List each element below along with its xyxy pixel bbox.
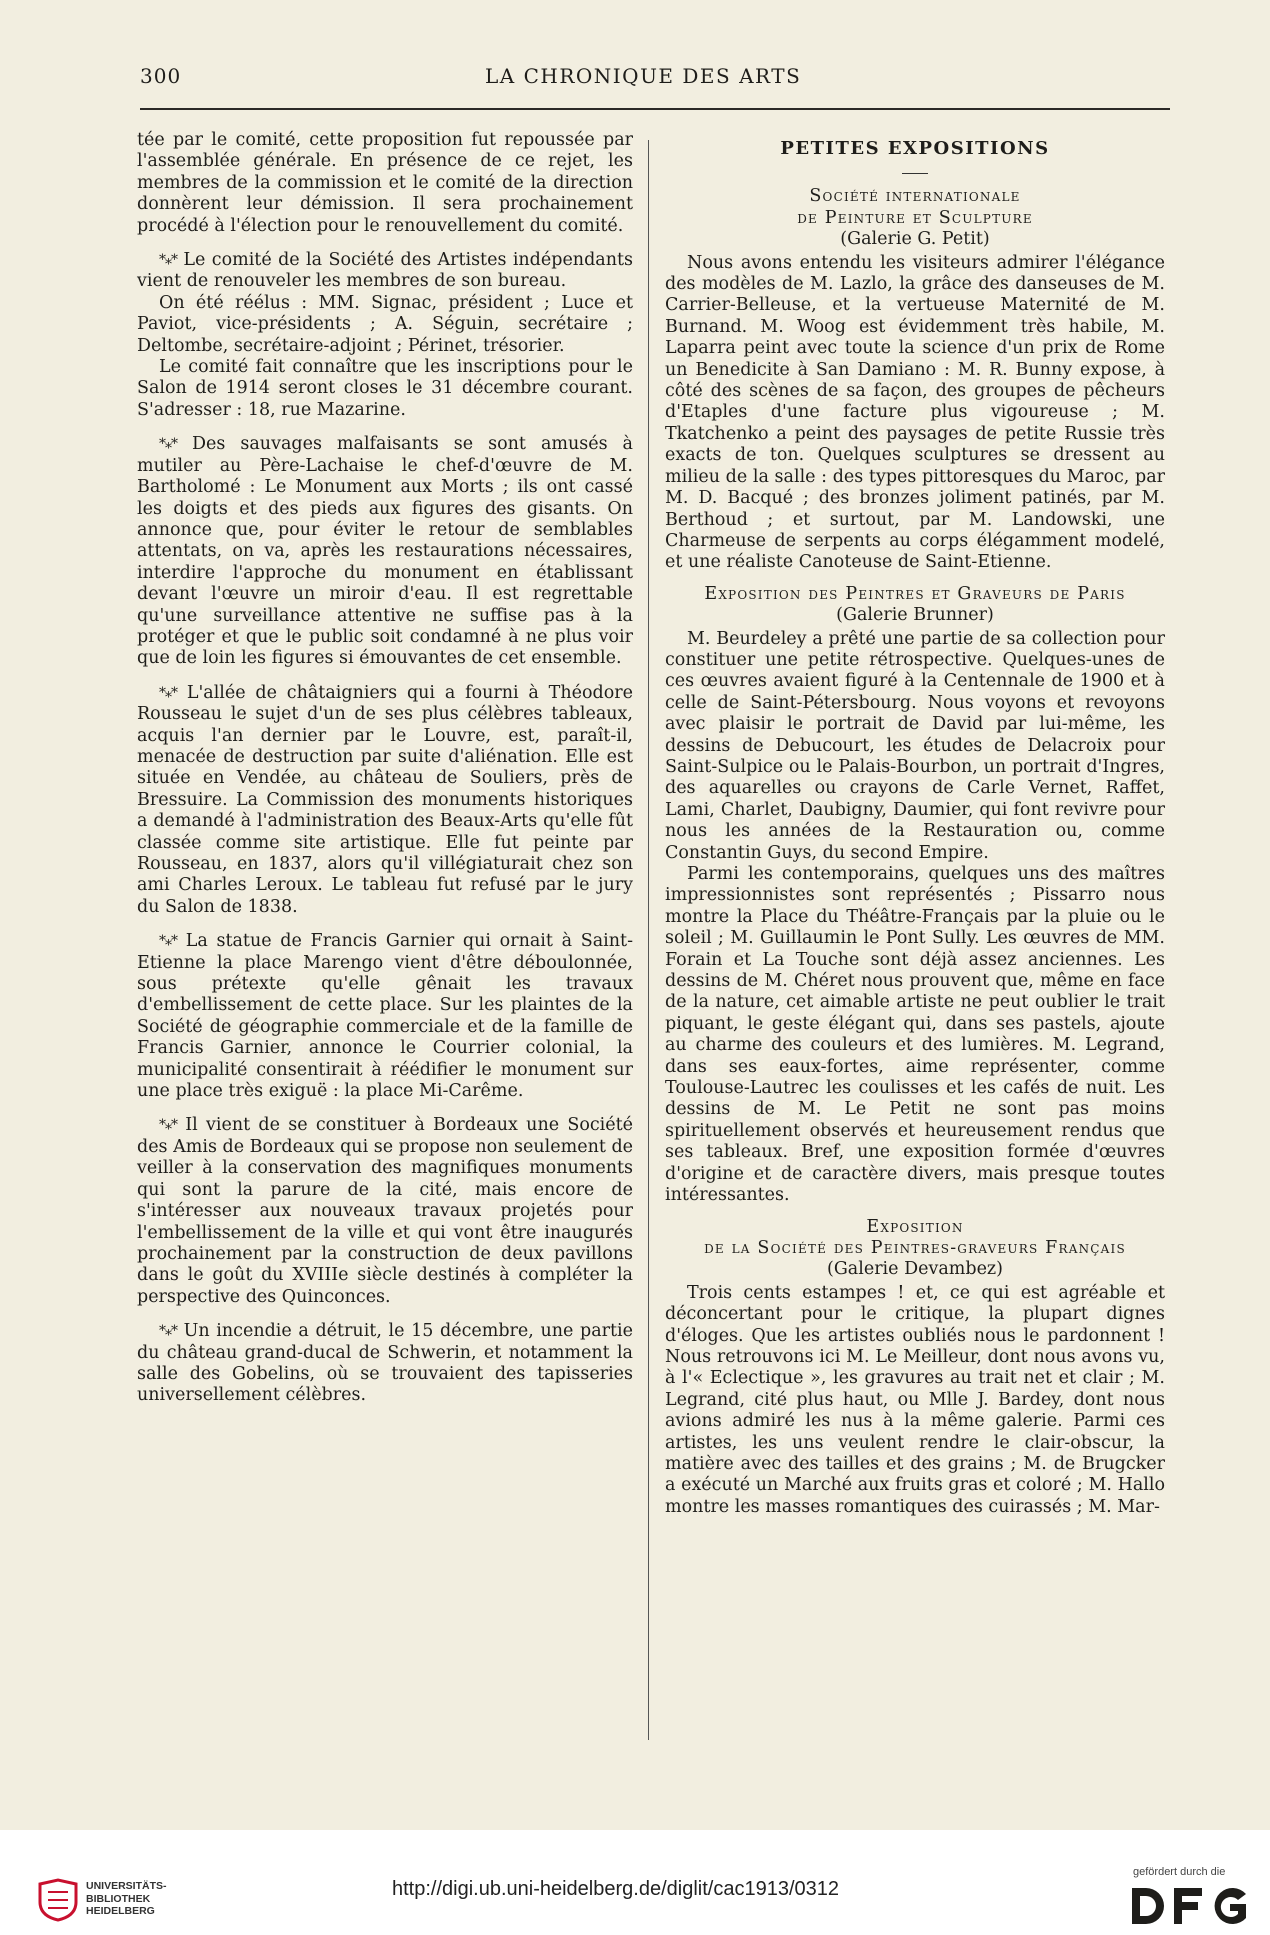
asterism-icon: *⁎*: [159, 1117, 177, 1134]
exhibition-title: Exposition: [866, 1216, 964, 1237]
paragraph: M. Beurdeley a prêté une partie de sa collection pour constituer une petite rétrospective. Quelques-unes de ces œuvres avaient figuré à la Centennale de 1900 et à celle de Saint-Pétersbourg. Nous voyons et revoyons avec plaisir le portrait de David par lui-même, les dessins de Debucourt, les études de Delacroix pour Saint-Sulpice ou le Palais-Bourbon, un portrait d'Ingres, des aquarelles ou crayons de Carle Vernet, Raffet, Lami, Charlet, Daubigny, Daumier, qui font revivre pour nous les années de la Restauration ou, comme Constantin Guys, du second Empire.: [665, 628, 1165, 863]
asterism-icon: *⁎*: [159, 252, 177, 269]
dfg-logo-icon: [1128, 1884, 1250, 1928]
paragraph: Parmi les contemporains, quelques uns des maîtres impressionnistes sont représentés ; Pissarro nous montre la Place du Théâtre-Français par la pluie ou le soleil ; M. Guillaumin le Pont Sully. Les œuvres de MM. Forain et La Touche sont déjà assez anciennes. Les dessins de M. Chéret nous prouvent que, même en face de la nature, cet aimable artiste ne peut oublier le trait piquant, le geste élégant qui, dans ses pastels, ajoute au charme des couleurs et des lumières. M. Legrand, dans ses eaux-fortes, aime représenter, comme Toulouse-Lautrec les coulisses et les cafés de nuit. Les dessins de M. Le Petit ne sont pas moins spirituellement observés et heureusement rendus que ses tableaux. Bref, une exposition formée d'œuvres d'origine et de caractère divers, mais presque toutes intéressantes.: [665, 864, 1165, 1206]
digitization-footer: [0, 1830, 1270, 1935]
right-column: [665, 130, 1165, 1518]
gallery-name: (Galerie G. Petit): [840, 229, 990, 250]
asterism-icon: *⁎*: [159, 684, 177, 701]
section-heading: PETITES EXPOSITIONS: [780, 138, 1050, 159]
header-rule: [140, 108, 1170, 110]
permalink[interactable]: http://digi.ub.uni-heidelberg.de/diglit/cac1913/0312: [392, 1878, 839, 1900]
column-divider: [648, 140, 649, 1740]
paragraph: tée par le comité, cette proposition fut repoussée par l'assemblée générale. En présence de ce rejet, les membres de la commission et le comité de la direction donnèrent leur démission. Il sera prochainement procédé à l'élection pour le renouvellement du comité.: [137, 130, 633, 236]
paragraph: *⁎* Il vient de se constituer à Bordeaux une Société des Amis de Bordeaux qui se propose non seulement de veiller à la conservation des magnifiques monuments qui sont la parure de la cité, mais encore de s'intéresser aux nouveaux travaux projetés pour l'embellissement de la ville et qui vont être inaugurés prochainement par la construction de deux pavillons dans le goût du XVIIIe siècle destinés à compléter la perspective des Quinconces.: [137, 1115, 633, 1307]
gallery-name: (Galerie Brunner): [836, 605, 994, 626]
exhibition-title: Société internationale: [809, 186, 1021, 207]
paragraph: Nous avons entendu les visiteurs admirer l'élégance des modèles de M. Lazlo, la grâce des danseuses de M. Carrier-Belleuse, et la vertueuse Maternité de M. Burnand. M. Woog est évidemment très habile, M. Laparra peint avec toute la science d'un prix de Rome un Benedicite à San Damiano : M. R. Bunny expose, à côté des scènes de sa façon, des groupes de pêcheurs d'Etaples d'une facture plus vigoureuse ; M. Tkatchenko a peint des paysages de petite Russie très exacts de ton. Quelques sculptures se dressent au milieu de la salle : des types pittoresques du Maroc, par M. D. Bacqué ; des bronzes joliment patinés, par M. Berthoud ; et surtout, par M. Landowski, une Charmeuse de serpents au corps élégamment modelé, et une réaliste Canoteuse de Saint-Etienne.: [665, 252, 1165, 573]
exhibition-title: de Peinture et Sculpture: [797, 207, 1033, 228]
asterism-icon: *⁎*: [159, 436, 177, 453]
paragraph: *⁎* La statue de Francis Garnier qui ornait à Saint-Etienne la place Marengo vient d'être déboulonnée, sous prétexte qu'elle gênait les travaux d'embellissement de cette place. Sur les plaintes de la Société de géographie commerciale et de la famille de Francis Garnier, annonce le Courrier colonial, la municipalité consentirait à réédifier le monument sur une place très exiguë : la place Mi-Carême.: [137, 931, 633, 1102]
asterism-icon: *⁎*: [159, 933, 177, 950]
exhibition-title: Exposition des Peintres et Graveurs de Paris: [704, 583, 1126, 604]
exhibition-title: de la Société des Peintres-graveurs Français: [704, 1237, 1126, 1258]
university-name: UNIVERSITÄTS- BIBLIOTHEK HEIDELBERG: [86, 1880, 167, 1917]
paragraph: *⁎* Un incendie a détruit, le 15 décembre, une partie du château grand-ducal de Schwerin, et notamment la salle des Gobelins, où se trouvaient des tapisseries universellement célèbres.: [137, 1321, 633, 1406]
heading-dash: [902, 173, 928, 174]
funding-label: gefördert durch die: [1133, 1866, 1226, 1878]
gallery-name: (Galerie Devambez): [827, 1259, 1003, 1280]
journal-title: LA CHRONIQUE DES ARTS: [485, 64, 802, 88]
university-seal-icon: [36, 1878, 80, 1922]
paragraph: Le comité fait connaître que les inscriptions pour le Salon de 1914 seront closes le 31 décembre courant. S'adresser : 18, rue Mazarine.: [137, 357, 633, 420]
paragraph: Trois cents estampes ! et, ce qui est agréable et déconcertant pour le critique, la plupart dignes d'éloges. Que les artistes oubliés nous le pardonnent ! Nous retrouvons ici M. Le Meilleur, dont nous avons vu, à l'« Eclectique », les gravures au trait net et clair ; M. Legrand, cité plus haut, ou Mlle J. Bardey, dont nous avions admiré les nus à la même galerie. Parmi ces artistes, les uns veulent rendre le clair-obscur, la matière avec des tailles et des grains ; M. de Brugcker a exécuté un Marché aux fruits gras et coloré ; M. Hallo montre les masses romantiques des cuirassés ; M. Mar-: [665, 1282, 1165, 1517]
asterism-icon: *⁎*: [159, 1323, 177, 1340]
running-header: [140, 58, 1170, 90]
paragraph: *⁎* Le comité de la Société des Artistes indépendants vient de renouveler les membres de son bureau.: [137, 250, 633, 292]
paragraph: *⁎* L'allée de châtaigniers qui a fourni à Théodore Rousseau le sujet d'un de ses plus célèbres tableaux, acquis l'an dernier par le Louvre, est, paraît-il, menacée de destruction par suite d'aliénation. Elle est située en Vendée, au château de Souliers, près de Bressuire. La Commission des monuments historiques a demandé à l'administration des Beaux-Arts qu'elle fût classée comme site artistique. Elle fut peinte par Rousseau, en 1837, alors qu'il villégiaturait chez son ami Charles Leroux. Le tableau fut refusé par le jury du Salon de 1838.: [137, 682, 633, 917]
paragraph: *⁎* Des sauvages malfaisants se sont amusés à mutiler au Père-Lachaise le chef-d'œuvre de M. Bartholomé : Le Monument aux Morts ; ils ont cassé les doigts et des pieds aux figures des gisants. On annonce que, pour éviter le retour de semblables attentats, on va, après les restaurations nécessaires, interdire l'approche du monument en établissant devant l'œuvre un miroir d'eau. Il est regrettable qu'une surveillance attentive ne suffise pas à la protéger et que le public soit condamné à ne plus voir que de loin les figures si émouvantes de cet ensemble.: [137, 434, 633, 669]
page-number: 300: [140, 64, 182, 88]
left-column: [137, 130, 633, 1407]
paragraph: On été réélus : MM. Signac, président ; Luce et Paviot, vice-présidents ; A. Séguin, secrétaire ; Deltombe, secrétaire-adjoint ; Périnet, trésorier.: [137, 292, 633, 356]
